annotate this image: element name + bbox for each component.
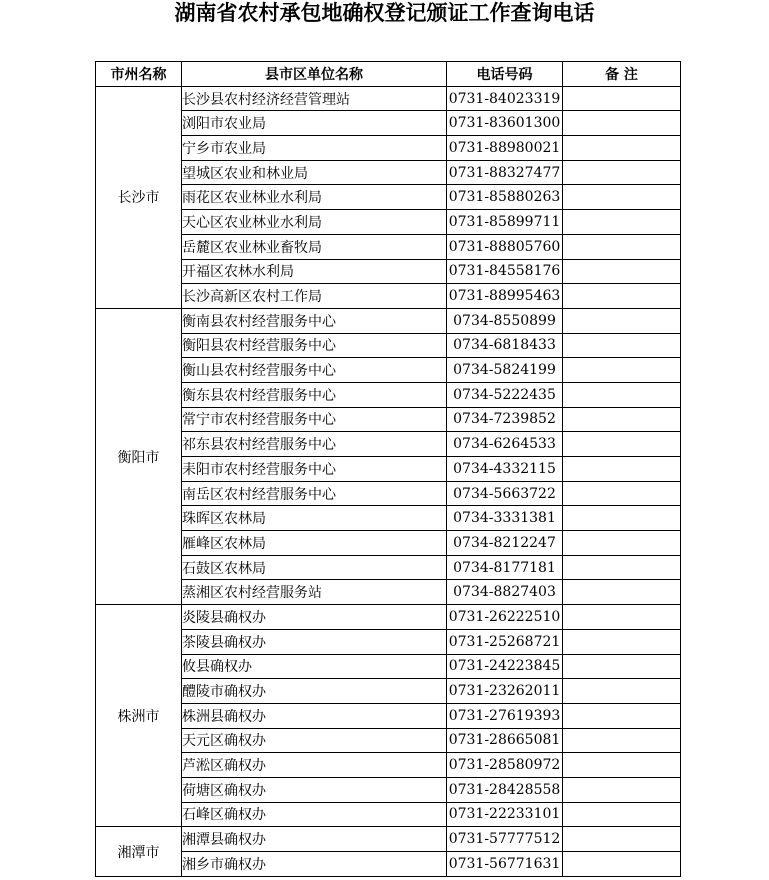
phone-number-cell: 0731-57777512	[447, 827, 563, 852]
unit-name-cell: 长沙高新区农村工作局	[182, 284, 447, 309]
note-cell	[563, 210, 681, 235]
unit-name-cell: 雁峰区农林局	[182, 531, 447, 556]
unit-name-cell: 石鼓区农林局	[182, 555, 447, 580]
unit-name-cell: 湘乡市确权办	[182, 852, 447, 877]
note-cell	[563, 777, 681, 802]
table-row	[96, 555, 681, 580]
table-row	[96, 654, 681, 679]
phone-number-cell: 0731-28428558	[447, 777, 563, 802]
phone-number-cell: 0731-22233101	[447, 802, 563, 827]
phone-number-cell: 0731-26222510	[447, 605, 563, 630]
phone-number-cell: 0734-5663722	[447, 481, 563, 506]
table-row	[96, 136, 681, 161]
note-cell	[563, 432, 681, 457]
note-cell	[563, 802, 681, 827]
phone-number-cell: 0734-4332115	[447, 457, 563, 482]
phone-number-cell: 0731-88805760	[447, 234, 563, 259]
table-row	[96, 333, 681, 358]
table-row	[96, 259, 681, 284]
table-row	[96, 802, 681, 827]
table-row	[96, 605, 681, 630]
unit-name-cell: 衡山县农村经营服务中心	[182, 358, 447, 383]
unit-name-cell: 南岳区农村经营服务中心	[182, 481, 447, 506]
page-title: 湖南省农村承包地确权登记颁证工作查询电话	[174, 0, 595, 25]
table-row	[96, 703, 681, 728]
unit-name-cell: 浏阳市农业局	[182, 111, 447, 136]
phone-number-cell: 0731-27619393	[447, 703, 563, 728]
unit-name-cell: 开福区农林水利局	[182, 259, 447, 284]
note-cell	[563, 160, 681, 185]
table-row	[96, 185, 681, 210]
phone-number-cell: 0731-88327477	[447, 160, 563, 185]
table-body	[96, 86, 681, 876]
table-row	[96, 407, 681, 432]
unit-name-cell: 祁东县农村经营服务中心	[182, 432, 447, 457]
phone-number-cell: 0734-8827403	[447, 580, 563, 605]
unit-name-cell: 炎陵县确权办	[182, 605, 447, 630]
city-cell: 衡阳市	[96, 308, 182, 604]
note-cell	[563, 679, 681, 704]
unit-name-cell: 茶陵县确权办	[182, 629, 447, 654]
table-row	[96, 777, 681, 802]
phone-number-cell: 0734-6264533	[447, 432, 563, 457]
header-city: 市州名称	[96, 62, 182, 87]
phone-number-cell: 0734-3331381	[447, 506, 563, 531]
note-cell	[563, 605, 681, 630]
phone-directory-table	[95, 61, 681, 877]
phone-number-cell: 0731-88995463	[447, 284, 563, 309]
table-row	[96, 679, 681, 704]
phone-number-cell: 0731-25268721	[447, 629, 563, 654]
phone-number-cell: 0731-85880263	[447, 185, 563, 210]
phone-number-cell: 0731-88980021	[447, 136, 563, 161]
note-cell	[563, 457, 681, 482]
phone-number-cell: 0734-7239852	[447, 407, 563, 432]
phone-number-cell: 0731-83601300	[447, 111, 563, 136]
table-row	[96, 629, 681, 654]
table-row	[96, 234, 681, 259]
city-cell: 株洲市	[96, 605, 182, 827]
table-row	[96, 308, 681, 333]
note-cell	[563, 481, 681, 506]
note-cell	[563, 284, 681, 309]
unit-name-cell: 衡阳县农村经营服务中心	[182, 333, 447, 358]
unit-name-cell: 耒阳市农村经营服务中心	[182, 457, 447, 482]
table-row	[96, 457, 681, 482]
phone-number-cell: 0731-84558176	[447, 259, 563, 284]
table-row	[96, 580, 681, 605]
table-row	[96, 432, 681, 457]
unit-name-cell: 蒸湘区农村经营服务站	[182, 580, 447, 605]
note-cell	[563, 728, 681, 753]
phone-number-cell: 0734-5824199	[447, 358, 563, 383]
note-cell	[563, 234, 681, 259]
phone-number-cell: 0734-8177181	[447, 555, 563, 580]
note-cell	[563, 358, 681, 383]
unit-name-cell: 岳麓区农业林业畜牧局	[182, 234, 447, 259]
unit-name-cell: 醴陵市确权办	[182, 679, 447, 704]
unit-name-cell: 湘潭县确权办	[182, 827, 447, 852]
unit-name-cell: 芦淞区确权办	[182, 753, 447, 778]
header-unit: 县市区单位名称	[182, 62, 447, 87]
note-cell	[563, 580, 681, 605]
note-cell	[563, 531, 681, 556]
table-row	[96, 531, 681, 556]
city-cell: 湘潭市	[96, 827, 182, 876]
table-row	[96, 506, 681, 531]
phone-number-cell: 0734-8550899	[447, 308, 563, 333]
unit-name-cell: 雨花区农业林业水利局	[182, 185, 447, 210]
phone-number-cell: 0731-85899711	[447, 210, 563, 235]
unit-name-cell: 宁乡市农业局	[182, 136, 447, 161]
unit-name-cell: 望城区农业和林业局	[182, 160, 447, 185]
table-row	[96, 728, 681, 753]
note-cell	[563, 308, 681, 333]
unit-name-cell: 荷塘区确权办	[182, 777, 447, 802]
note-cell	[563, 111, 681, 136]
table-row	[96, 753, 681, 778]
note-cell	[563, 827, 681, 852]
table-row	[96, 382, 681, 407]
phone-number-cell: 0734-6818433	[447, 333, 563, 358]
unit-name-cell: 常宁市农村经营服务中心	[182, 407, 447, 432]
unit-name-cell: 株洲县确权办	[182, 703, 447, 728]
note-cell	[563, 333, 681, 358]
note-cell	[563, 629, 681, 654]
table-row	[96, 358, 681, 383]
header-phone: 电话号码	[447, 62, 563, 87]
phone-number-cell: 0731-23262011	[447, 679, 563, 704]
phone-number-cell: 0731-56771631	[447, 852, 563, 877]
unit-name-cell: 石峰区确权办	[182, 802, 447, 827]
unit-name-cell: 衡东县农村经营服务中心	[182, 382, 447, 407]
phone-number-cell: 0731-24223845	[447, 654, 563, 679]
header-note: 备 注	[563, 62, 681, 87]
note-cell	[563, 86, 681, 111]
table-row	[96, 160, 681, 185]
table-row	[96, 86, 681, 111]
note-cell	[563, 185, 681, 210]
phone-number-cell: 0731-28580972	[447, 753, 563, 778]
unit-name-cell: 攸县确权办	[182, 654, 447, 679]
table-row	[96, 284, 681, 309]
unit-name-cell: 长沙县农村经济经营管理站	[182, 86, 447, 111]
table-row	[96, 111, 681, 136]
note-cell	[563, 555, 681, 580]
unit-name-cell: 珠晖区农林局	[182, 506, 447, 531]
table-row	[96, 210, 681, 235]
unit-name-cell: 天心区农业林业水利局	[182, 210, 447, 235]
table-row	[96, 852, 681, 877]
note-cell	[563, 407, 681, 432]
note-cell	[563, 136, 681, 161]
unit-name-cell: 衡南县农村经营服务中心	[182, 308, 447, 333]
table-row	[96, 481, 681, 506]
city-cell: 长沙市	[96, 86, 182, 308]
table-row	[96, 827, 681, 852]
note-cell	[563, 753, 681, 778]
note-cell	[563, 654, 681, 679]
phone-number-cell: 0734-5222435	[447, 382, 563, 407]
phone-number-cell: 0731-28665081	[447, 728, 563, 753]
header-row	[96, 62, 681, 87]
note-cell	[563, 382, 681, 407]
note-cell	[563, 506, 681, 531]
phone-number-cell: 0734-8212247	[447, 531, 563, 556]
note-cell	[563, 852, 681, 877]
note-cell	[563, 259, 681, 284]
unit-name-cell: 天元区确权办	[182, 728, 447, 753]
note-cell	[563, 703, 681, 728]
phone-number-cell: 0731-84023319	[447, 86, 563, 111]
